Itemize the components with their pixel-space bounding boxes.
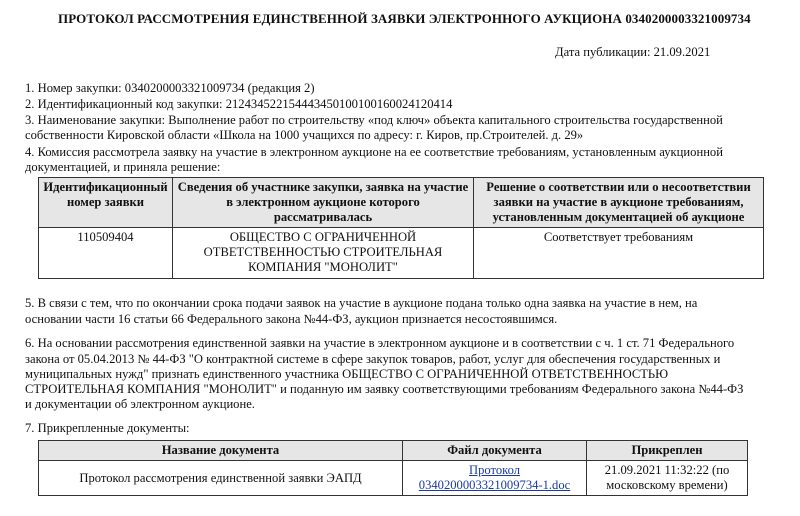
attached-line-1: 21.09.2021 11:32:22 (по <box>604 463 730 477</box>
cell-participant: ОБЩЕСТВО С ОГРАНИЧЕННОЙ ОТВЕТСТВЕННОСТЬЮ СТРОИТЕЛЬНАЯ КОМПАНИЯ "МОНОЛИТ" <box>173 228 474 279</box>
table-header-row <box>39 178 764 228</box>
document-link-line-1[interactable]: Протокол <box>468 463 521 477</box>
item-6-line-5: и документации об электронном аукционе. <box>25 397 255 411</box>
document-link[interactable] <box>419 463 570 492</box>
header-document-file: Файл документа <box>403 441 587 461</box>
item-5-line-1: 5. В связи с тем, что по окончании срока подачи заявок на участие в аукционе подана только одна заявка на участие в нем, на <box>25 296 698 310</box>
cell-document-name: Протокол рассмотрения единственной заявки ЭАПД <box>39 461 403 496</box>
header-document-name: Название документа <box>39 441 403 461</box>
header-participant-info: Сведения об участнике закупки, заявка на участие в электронном аукционе которого рассматривалась <box>173 178 474 228</box>
document-title: ПРОТОКОЛ РАССМОТРЕНИЯ ЕДИНСТВЕННОЙ ЗАЯВКИ ЭЛЕКТРОННОГО АУКЦИОНА 0340200003321009734 <box>58 11 751 26</box>
cell-application-id: 110509404 <box>39 228 173 279</box>
item-6-line-4: СТРОИТЕЛЬНАЯ КОМПАНИЯ "МОНОЛИТ" и поданную им заявку соответствующими требованиям Федерального закона №44-ФЗ <box>25 382 744 396</box>
attached-line-2: московскому времени) <box>606 478 728 492</box>
table-row <box>39 228 764 279</box>
item-3-line-2: собственности Кировской области «Школа на 1000 учащихся по адресу: г. Киров, пр.Строителей. д. 29» <box>25 128 584 142</box>
cell-attached <box>587 461 748 496</box>
item-7-heading: 7. Прикрепленные документы: <box>25 421 190 435</box>
cell-decision: Соответствует требованиям <box>474 228 764 279</box>
item-4-line-2: документацией, и приняла решение: <box>25 160 221 174</box>
item-3-line-1: 3. Наименование закупки: Выполнение работ по строительству «под ключ» объекта капитального строительства государственной <box>25 113 723 127</box>
item-1: 1. Номер закупки: 0340200003321009734 (редакция 2) <box>25 81 315 95</box>
publication-date: Дата публикации: 21.09.2021 <box>555 45 711 59</box>
item-6-line-2: закона от 05.04.2013 № 44-ФЗ "О контрактной системе в сфере закупок товаров, работ, услуг для обеспечения государственных и <box>25 352 721 366</box>
cell-document-file <box>403 461 587 496</box>
item-5-line-2: основании части 16 статьи 66 Федерального закона №44-ФЗ, аукцион признается несостоявшимся. <box>25 312 558 326</box>
item-4-line-1: 4. Комиссия рассмотрела заявку на участие в электронном аукционе на ее соответствие требованиям, установленным аукционной <box>25 145 723 159</box>
item-6-line-1: 6. На основании рассмотрения единственной заявки на участие в электронном аукционе и в соответствии с ч. 1 ст. 71 Федерального <box>25 336 735 350</box>
attachments-header-row <box>39 441 748 461</box>
table-row <box>39 461 748 496</box>
header-decision: Решение о соответствии или о несоответствии заявки на участие в аукционе требованиям, установленным документацией об аукционе <box>474 178 764 228</box>
item-2: 2. Идентификационный код закупки: 212434522154443450100100160024120414 <box>25 97 453 111</box>
header-attached: Прикреплен <box>587 441 748 461</box>
header-application-id: Идентификационный номер заявки <box>39 178 173 228</box>
attachments-table <box>38 440 748 496</box>
item-6-line-3: муниципальных нужд" признать единственного участника ОБЩЕСТВО С ОГРАНИЧЕННОЙ ОТВЕТСТВЕННОСТЬЮ <box>25 367 669 381</box>
document-link-line-2[interactable]: 0340200003321009734-1.doc <box>418 478 571 492</box>
decision-table <box>38 177 764 279</box>
